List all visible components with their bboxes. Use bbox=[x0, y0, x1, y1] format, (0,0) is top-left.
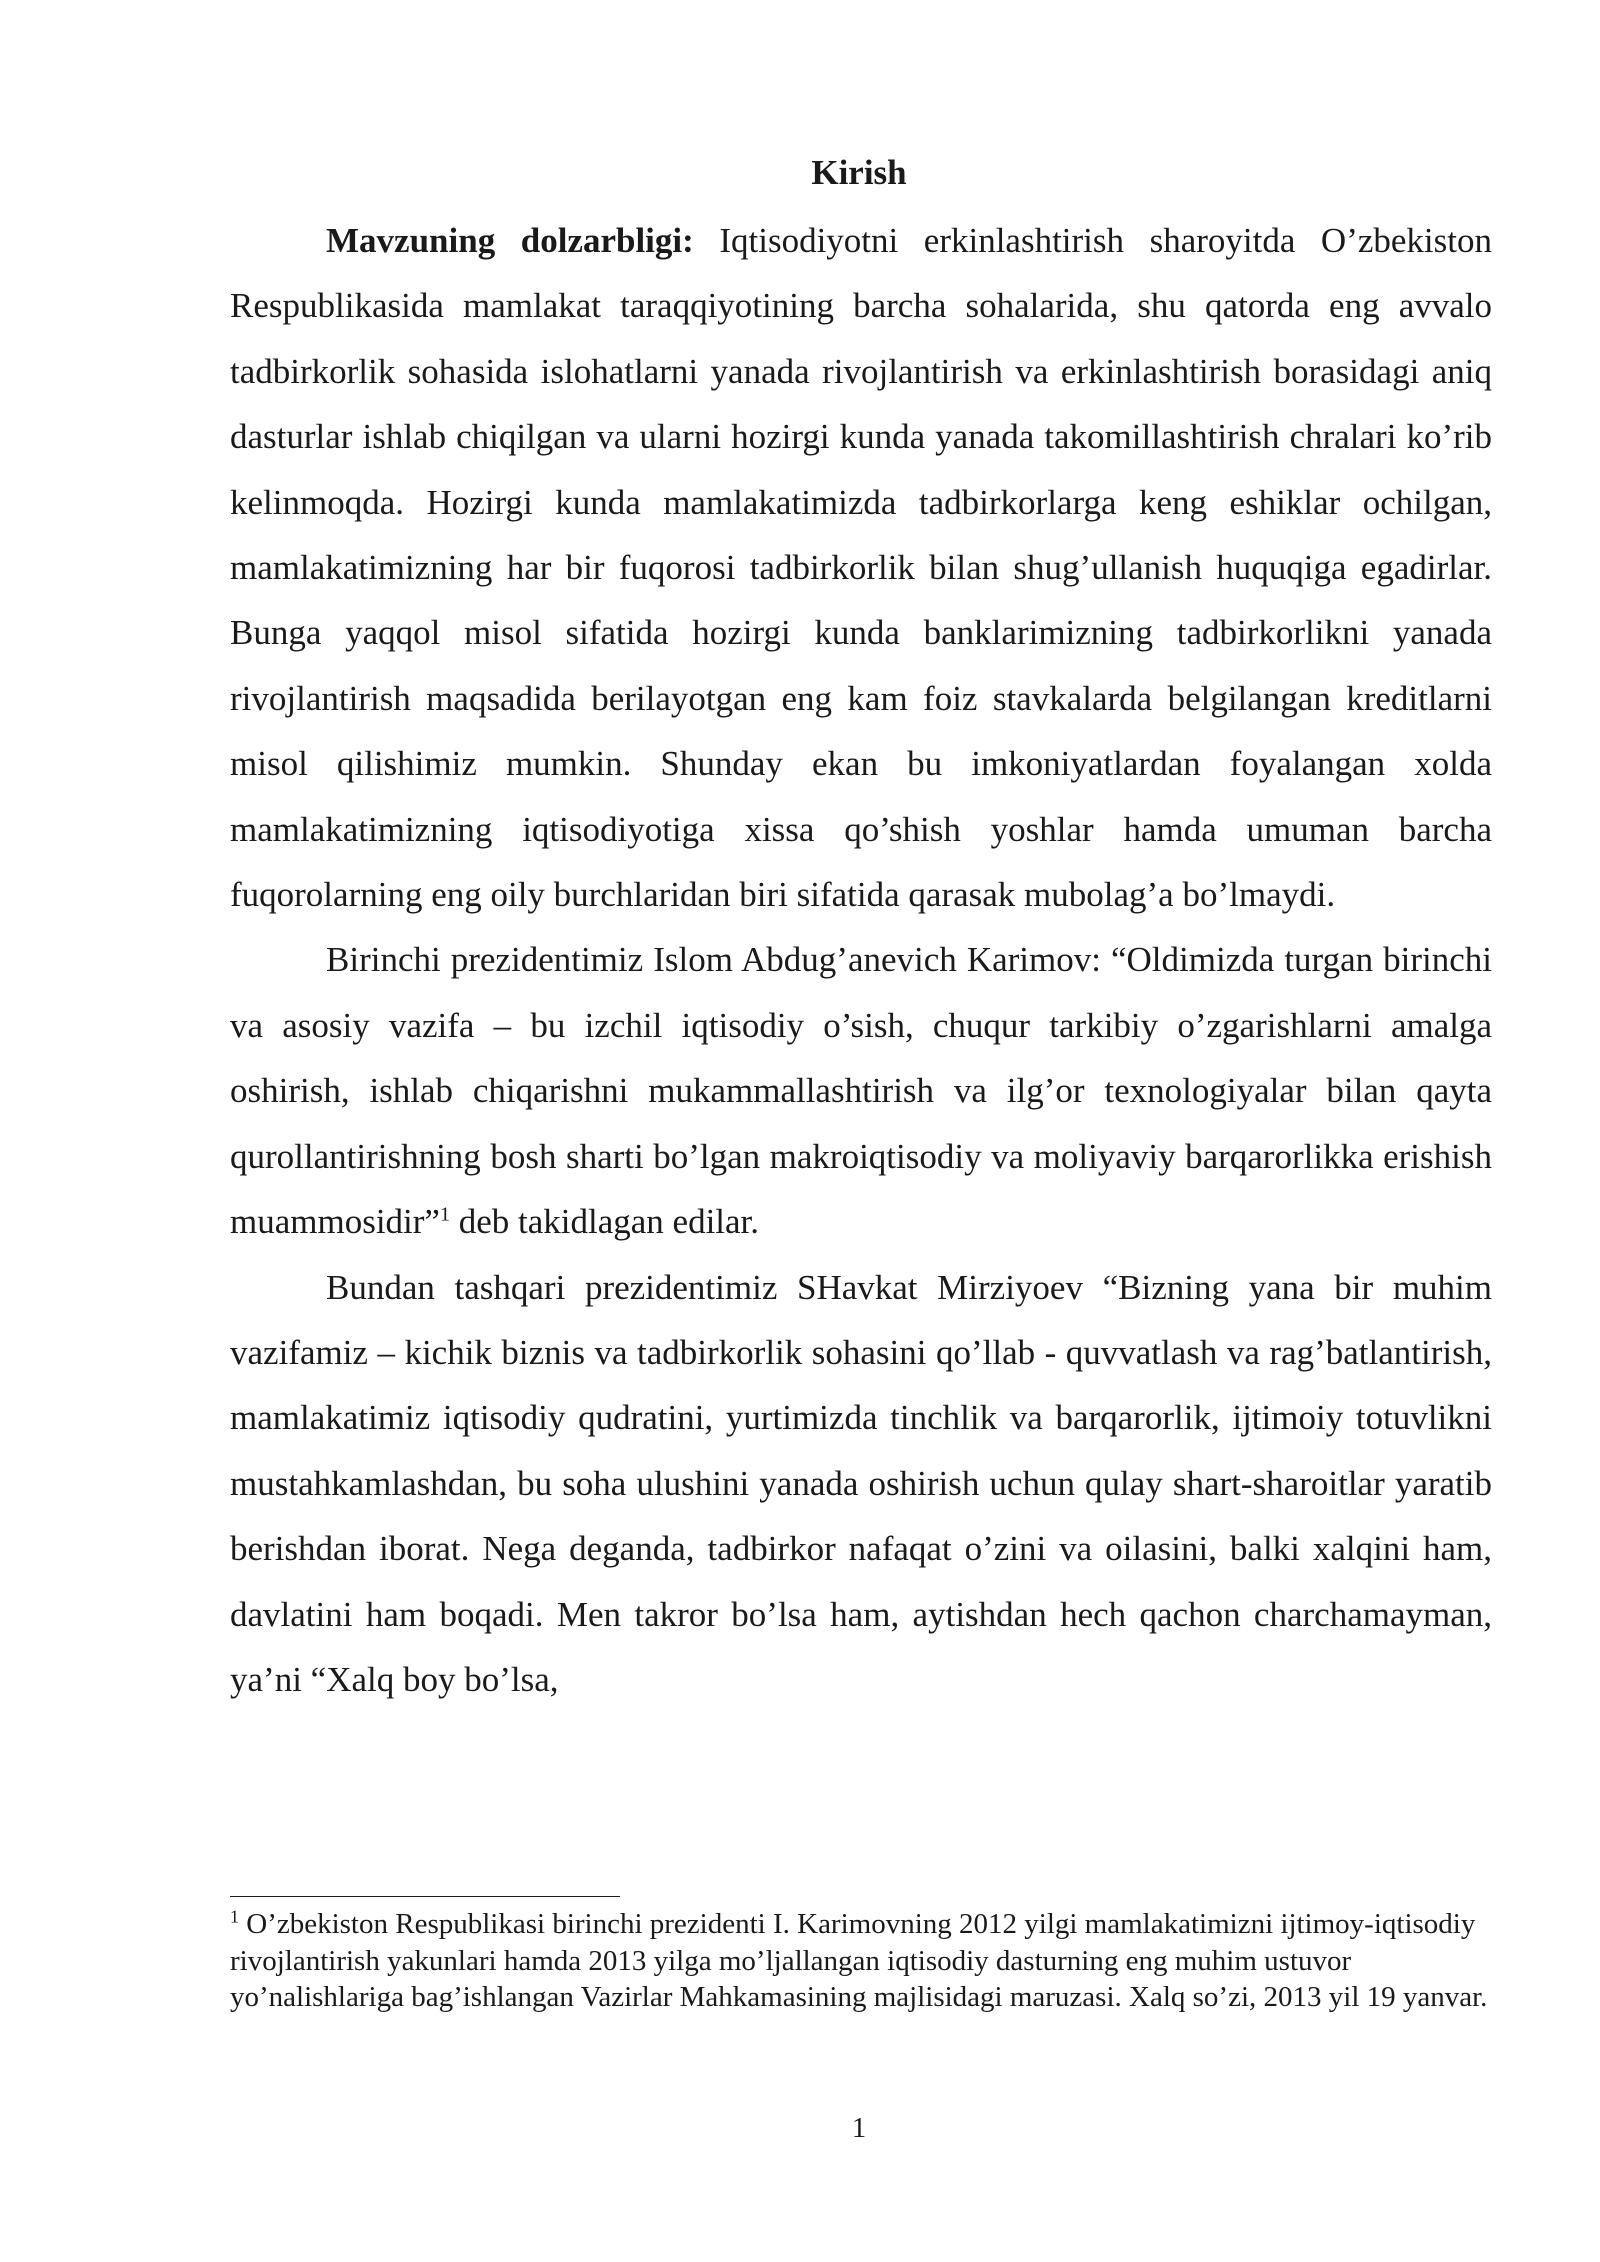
mirziyoev-quote-text: Bundan tashqari prezidentimiz SHavkat Mirziyoev “Bizning yana bir muhim vazifamiz – kichik biznis va tadbirkorlik sohasini qo’llab - quvvatlash va rag’batlantirish, mamlakatimiz iqtisodiy qudratini, yurtimizda tinchlik va barqarorlik, ijtimoiy totuvlikni mustahkamlashdan, bu soha ulushini yanada oshirish uchun qulay shart-sharoitlar yaratib berishdan iborat. Nega deganda, tadbirkor nafaqat o’zini va oilasini, balki xalqini ham, davlatini ham boqadi. Men takror bo’lsa ham, aytishdan hech qachon charchamayman, ya’ni “Xalq boy bo’lsa, bbox=[230, 1267, 1492, 1699]
paragraph-relevance bbox=[230, 208, 1492, 927]
section-heading: Kirish bbox=[811, 153, 907, 192]
body-text bbox=[230, 208, 1492, 1712]
paragraph-mirziyoev-quote bbox=[230, 1255, 1492, 1713]
karimov-quote-tail: deb takidlagan edilar. bbox=[449, 1202, 760, 1242]
karimov-quote-text: Birinchi prezidentimiz Islom Abdug’anevich Karimov: “Oldimizda turgan birinchi va asosiy vazifa – bu izchil iqtisodiy o’sish, chuqur tarkibiy o’zgarishlarni amalga oshirish, ishlab chiqarishni mukammallashtirish va ilg’or texnologiyalar bilan qayta qurollantirishning bosh sharti bo’lgan makroiqtisodiy va moliyaviy barqarorlikka erishish muammosidir” bbox=[230, 940, 1492, 1242]
page-number: 1 bbox=[851, 2112, 867, 2144]
footnote-separator bbox=[230, 1896, 620, 1897]
footnote-number: 1 bbox=[230, 1906, 239, 1927]
footnote-text: O’zbekiston Respublikasi birinchi prezidenti I. Karimovning 2012 yilgi mamlakatimizni ijtimoy-iqtisodiy rivojlantirish yakunlari hamda 2013 yilga mo’ljallangan iqtisodiy dasturning eng muhim ustuvor yo’nalishlariga bag’ishlangan Vazirlar Mahkamasining majlisidagi maruzasi. Xalq so’zi, 2013 yil 19 yanvar. bbox=[230, 1908, 1488, 2013]
paragraph-karimov-quote bbox=[230, 927, 1492, 1254]
relevance-text: Iqtisodiyotni erkinlashtirish sharoyitda O’zbekiston Respublikasida mamlakat taraqqiyotining barcha sohalarida, shu qatorda eng avvalo tadbirkorlik sohasida islohatlarni yanada rivojlantirish va erkinlashtirish borasidagi aniq dasturlar ishlab chiqilgan va ularni hozirgi kunda yanada takomillashtirish chralari ko’rib kelinmoqda. Hozirgi kunda mamlakatimizda tadbirkorlarga keng eshiklar ochilgan, mamlakatimizning har bir fuqorosi tadbirkorlik bilan shug’ullanish huquqiga egadirlar. Bunga yaqqol misol sifatida hozirgi kunda banklarimizning tadbirkorlikni yanada rivojlantirish maqsadida berilayotgan eng kam foiz stavkalarda belgilangan kreditlarni misol qilishimiz mumkin. Shunday ekan bu imkoniyatlardan foyalangan xolda mamlakatimizning iqtisodiyotiga xissa qo’shish yoshlar hamda umuman barcha fuqorolarning eng oily burchlaridan biri sifatida qarasak mubolag’a bo’lmaydi. bbox=[230, 221, 1492, 915]
footnote bbox=[230, 1906, 1492, 2016]
relevance-label: Mavzuning dolzarbligi: bbox=[326, 221, 694, 260]
footnote-reference[interactable]: 1 bbox=[439, 1203, 450, 1226]
